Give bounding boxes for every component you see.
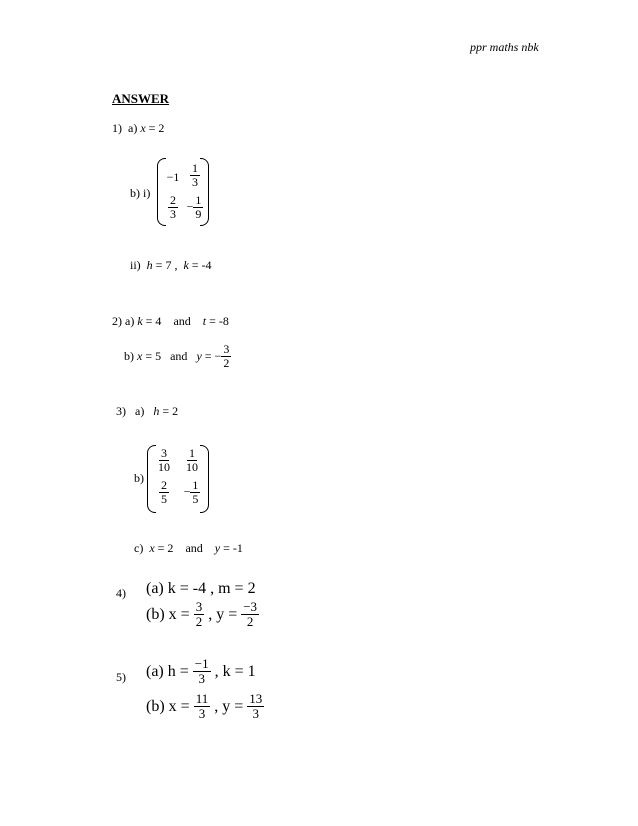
q2-b-y-fraction: $\frac{3}{2}$ [223, 342, 230, 371]
q3-b-label: b) [134, 471, 144, 485]
q3-m-r2c1: $\frac{2}{5}$ [161, 478, 167, 507]
q3-m-r2c2: − $\frac{1}{5}$ [183, 478, 199, 507]
q1-a-eq: = 2 [148, 121, 165, 135]
q4-b-x-fraction: $\frac{3}{2}$ [195, 599, 203, 630]
q3-matrix [147, 445, 209, 513]
q1-number: 1) [112, 121, 122, 135]
q1-m-r2c1: $\frac{2}{3}$ [170, 193, 176, 222]
q3-m-r1c2: $\frac{1}{10}$ [186, 446, 198, 475]
q4-number: 4) [116, 586, 126, 600]
q3-part-c: c) x = 2 and y = -1 [134, 541, 243, 555]
q4-b-y-fraction: $\frac{-3}{2}$ [243, 599, 258, 630]
q3-m-r1c1: $\frac{3}{10}$ [158, 446, 170, 475]
q1-m-r1c1: −1 [166, 170, 180, 184]
q5-number: 5) [116, 670, 126, 684]
q5-b-x-fraction: $\frac{11}{3}$ [195, 691, 209, 722]
q1-bi-label: b) i) [130, 186, 151, 200]
q5-part-b: (b) x = $\frac{11}{3}$ , y = $\frac{13}{3}$ [146, 691, 263, 722]
q1-m-r2c2: − $\frac{1}{9}$ [186, 193, 202, 222]
q1-m-r1c2: $\frac{1}{3}$ [192, 161, 198, 190]
q4-part-a: (a) k = -4 , m = 2 [146, 580, 256, 597]
q1-part-ii: ii) h = 7 , k = -4 [130, 258, 212, 272]
q3-part-a: 3) a) h = 2 [116, 404, 179, 418]
q2-part-b: b) x = 5 and y = − $\frac{3}{2}$ [124, 342, 230, 371]
q4-part-b: (b) x = $\frac{3}{2}$ , y = $\frac{-3}{2}$ [146, 599, 258, 630]
q1-part-a [112, 121, 164, 136]
q5-a-h-fraction: $\frac{-1}{3}$ [194, 656, 209, 687]
q1-a-label: a) [128, 121, 138, 135]
page-header: ppr maths nbk [470, 40, 539, 54]
q5-b-y-fraction: $\frac{13}{3}$ [249, 691, 263, 722]
q2-part-a: 2) a) k = 4 and t = -8 [112, 314, 229, 328]
q1-a-var: x [140, 121, 146, 135]
q1-matrix [157, 158, 209, 226]
q2-number: 2) [112, 314, 122, 328]
q5-part-a: (a) h = $\frac{-1}{3}$ , k = 1 [146, 656, 256, 687]
answer-title: ANSWER [112, 91, 170, 106]
q3-number: 3) [116, 404, 126, 418]
